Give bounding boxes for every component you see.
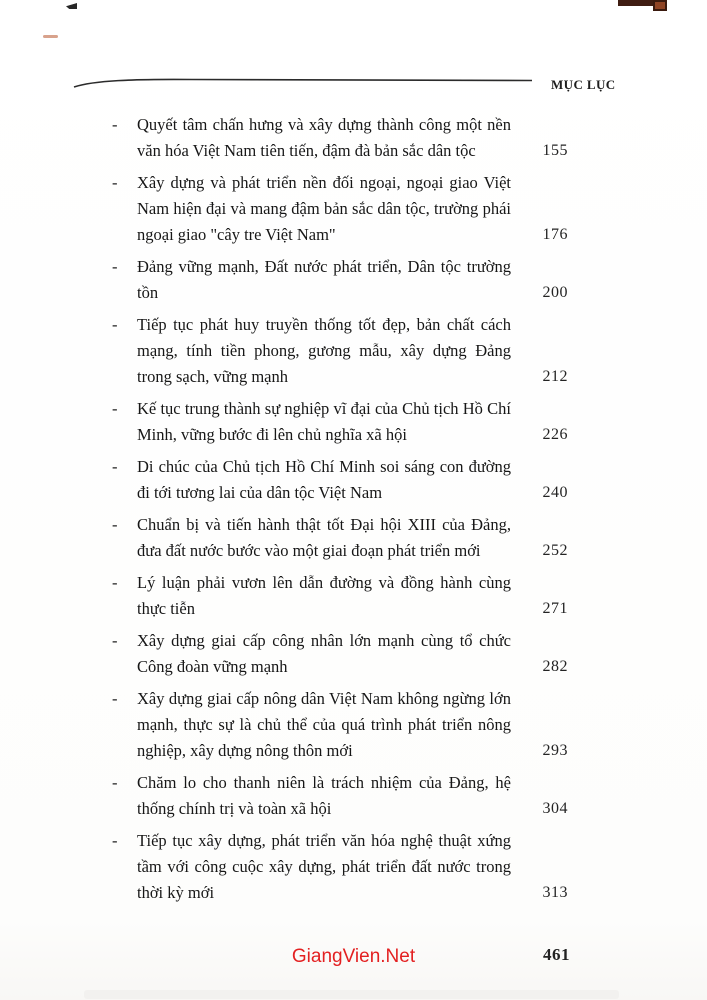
scan-pink-dash <box>43 35 58 38</box>
toc-entry-page-number: 155 <box>542 142 568 159</box>
scan-edge-mark-block <box>653 0 667 11</box>
bullet-dash: - <box>112 773 118 792</box>
bullet-dash: - <box>112 831 118 850</box>
toc-entry-page-number: 282 <box>542 658 568 675</box>
toc-entry-title: Kế tục trung thành sự nghiệp vĩ đại của Chủ tịch Hồ Chí Minh, vững bước đi lên chủ nghĩa xã hội <box>137 399 511 444</box>
bullet-dash: - <box>112 115 118 134</box>
watermark-text: GiangVien.Net <box>291 946 416 967</box>
toc-entry <box>110 396 568 448</box>
folio-page-number: 461 <box>543 945 570 964</box>
toc-entry-title: Chăm lo cho thanh niên là trách nhiệm của Đảng, hệ thống chính trị và toàn xã hội <box>137 773 511 818</box>
bullet-dash: - <box>112 399 118 418</box>
toc-entry-title: Tiếp tục phát huy truyền thống tốt đẹp, bản chất cách mạng, tính tiền phong, gương mẫu, xây dựng Đảng trong sạch, vững mạnh <box>137 315 511 386</box>
bullet-dash: - <box>112 173 118 192</box>
toc-entry-page-number: 212 <box>542 368 568 385</box>
toc-entry <box>110 312 568 390</box>
toc-entry <box>110 454 568 506</box>
toc-entry-page-number: 293 <box>542 742 568 759</box>
toc-entry <box>110 254 568 306</box>
toc-entry-title: Di chúc của Chủ tịch Hồ Chí Minh soi sáng con đường đi tới tương lai của dân tộc Việt Nam <box>137 457 511 502</box>
toc-entry-title: Đảng vững mạnh, Đất nước phát triển, Dân tộc trường tồn <box>137 257 511 302</box>
bullet-dash: - <box>112 457 118 476</box>
toc-entry-page-number: 240 <box>542 484 568 501</box>
toc-entry-page-number: 271 <box>542 600 568 617</box>
toc-entry <box>110 112 568 164</box>
toc-entry-page-number: 313 <box>542 884 568 901</box>
toc-entry-title: Xây dựng và phát triển nền đối ngoại, ngoại giao Việt Nam hiện đại và mang đậm bản sắc dân tộc, trường phái ngoại giao "cây tre Việt Nam" <box>137 173 511 244</box>
toc-entry <box>110 686 568 764</box>
toc-entry-title: Chuẩn bị và tiến hành thật tốt Đại hội XIII của Đảng, đưa đất nước bước vào một giai đoạn phát triển mới <box>137 515 511 560</box>
toc-entry-page-number: 304 <box>542 800 568 817</box>
toc-list <box>110 112 568 912</box>
toc-entry <box>110 570 568 622</box>
toc-entry <box>110 828 568 906</box>
toc-entry <box>110 770 568 822</box>
toc-entry <box>110 628 568 680</box>
toc-entry <box>110 170 568 248</box>
scan-speck-top-left <box>66 3 77 9</box>
bullet-dash: - <box>112 689 118 708</box>
header-rule-line <box>72 76 540 90</box>
bullet-dash: - <box>112 515 118 534</box>
bullet-dash: - <box>112 315 118 334</box>
toc-entry <box>110 512 568 564</box>
bullet-dash: - <box>112 257 118 276</box>
toc-entry-page-number: 226 <box>542 426 568 443</box>
toc-entry-page-number: 176 <box>542 226 568 243</box>
toc-entry-title: Quyết tâm chấn hưng và xây dựng thành công một nền văn hóa Việt Nam tiên tiến, đậm đà bản sắc dân tộc <box>137 115 511 160</box>
bullet-dash: - <box>112 631 118 650</box>
toc-entry-page-number: 252 <box>542 542 568 559</box>
toc-entry-title: Tiếp tục xây dựng, phát triển văn hóa nghệ thuật xứng tầm với công cuộc xây dựng, phát triển đất nước trong thời kỳ mới <box>137 831 511 902</box>
toc-entry-title: Xây dựng giai cấp công nhân lớn mạnh cùng tổ chức Công đoàn vững mạnh <box>137 631 511 676</box>
toc-entry-page-number: 200 <box>542 284 568 301</box>
page-title: MỤC LỤC <box>551 77 616 92</box>
bullet-dash: - <box>112 573 118 592</box>
toc-entry-title: Lý luận phải vươn lên dẫn đường và đồng hành cùng thực tiễn <box>137 573 511 618</box>
toc-entry-title: Xây dựng giai cấp nông dân Việt Nam không ngừng lớn mạnh, thực sự là chủ thể của quá trình phát triển nông nghiệp, xây dựng nông thôn mới <box>137 689 511 760</box>
scan-bottom-shadow <box>84 990 619 999</box>
